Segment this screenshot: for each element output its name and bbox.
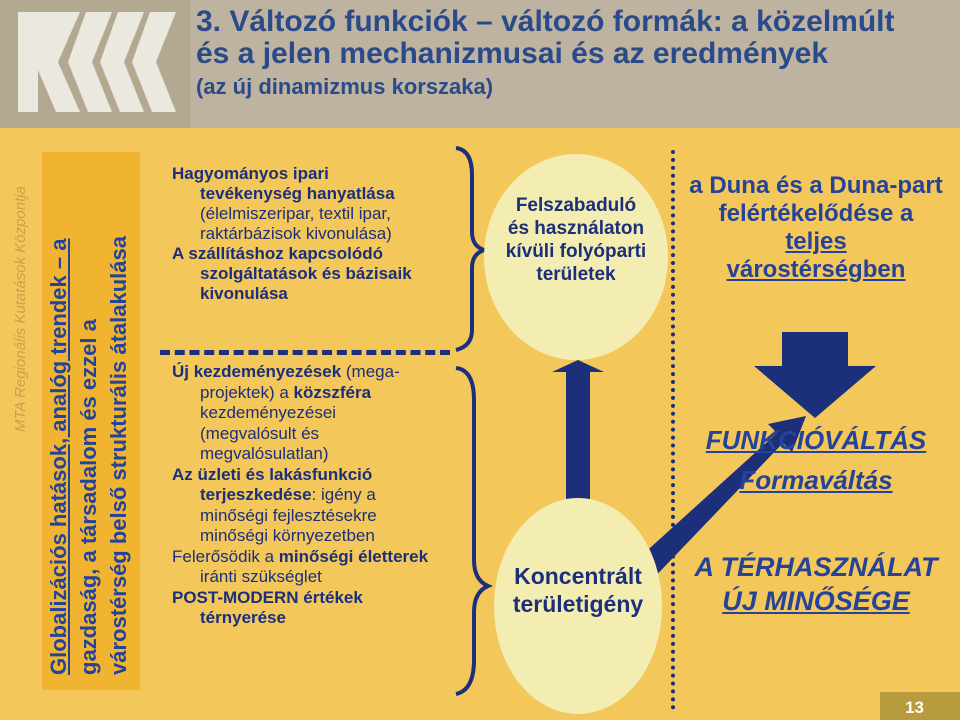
left-bottom-line-6: Az üzleti és lakásfunkció [172, 464, 373, 484]
oval-top-line-3: kívüli folyóparti [505, 241, 647, 262]
left-bottom-line-12: POST-MODERN értékek [172, 587, 363, 607]
left-top-line-2: tevékenység hanyatlása [200, 184, 395, 203]
sidebar-line-1: Globalizációs hatások, analóg trendek – a [46, 238, 71, 675]
expansion-text: terjeszkedése [200, 485, 312, 504]
title-line-1: 3. Változó funkciók – változó formák: a közelmúlt [196, 5, 895, 38]
sidebar-line-2: gazdaság, a társadalom és ezzel a [76, 319, 101, 675]
space-use-line-2: ÚJ MINŐSÉGE [722, 586, 910, 616]
strengthens-text: Felerősödik a [172, 546, 279, 566]
left-top-line-1: Hagyományos ipari [172, 164, 329, 183]
left-top-line-7: kivonulása [200, 284, 288, 303]
function-change-block [676, 420, 956, 500]
oval-concentrated-demand [494, 498, 662, 714]
page-number-badge [880, 692, 960, 720]
function-change-label: FUNKCIÓVÁLTÁS [705, 425, 927, 455]
page-number: 13 [905, 698, 924, 717]
oval-top-line-1: Felszabaduló [515, 195, 637, 216]
right-heading [672, 172, 960, 284]
left-bottom-line-13: térnyerése [200, 608, 287, 627]
oval-top-text [484, 194, 668, 286]
mega-text: (mega- [341, 362, 400, 381]
left-top-line-5: A szállításhoz kapcsolódó [172, 244, 383, 263]
oval-bottom-line-2: területigény [512, 591, 644, 617]
left-bottom-line-9: minőségi környezetben [200, 526, 375, 545]
form-change-label: Formaváltás [739, 465, 893, 495]
left-bottom-line-4: (megvalósult és [200, 423, 320, 443]
left-bottom-line-11: iránti szükséglet [200, 567, 322, 586]
demand-text: : igény a [311, 485, 376, 504]
left-bottom-line-8: minőségi fejlesztésekre [200, 505, 377, 525]
brace-bottom [456, 368, 488, 694]
new-initiatives-text: Új kezdeményezések [172, 362, 342, 381]
right-line-4: várostérségben [726, 256, 906, 283]
title-line-2: és a jelen mechanizmusai és az eredmények [196, 37, 829, 71]
quality-living-text: minőségi életterek [278, 546, 429, 566]
left-top-line-6: szolgáltatások és bázisaik [200, 264, 412, 283]
oval-top-line-2: és használaton [507, 218, 645, 239]
sidebar-line-3: várostérség belső strukturális átalakulása [106, 236, 131, 675]
watermark: MTA Regionális Kutatások Központja [12, 186, 29, 432]
brace-top [456, 148, 484, 350]
space-use-line-1: A TÉRHASZNÁLAT [694, 552, 938, 582]
right-line-1: a Duna és a Duna-part [689, 172, 943, 199]
oval-bottom-text [494, 562, 662, 618]
oval-bottom-line-1: Koncentrált [514, 563, 642, 589]
down-arrow [754, 332, 876, 418]
left-top-line-4: raktárbázisok kivonulása) [200, 224, 392, 243]
public-sector-text: közszféra [293, 382, 372, 402]
space-use-block [672, 550, 960, 618]
right-line-2: felértékelődése a [718, 200, 914, 227]
left-top-line-3: (élelmiszeripar, textil ipar, [200, 204, 391, 223]
oval-top-line-4: területek [536, 264, 616, 285]
right-line-3: teljes [785, 228, 847, 255]
left-bottom-line-3: kezdeményezései [200, 403, 337, 422]
oval-freed-areas [484, 154, 668, 360]
title-line-3: (az új dinamizmus korszaka) [196, 73, 494, 99]
left-bottom-line-5: megvalósulatlan) [200, 444, 329, 463]
projects-text: projektek) a [200, 382, 294, 402]
